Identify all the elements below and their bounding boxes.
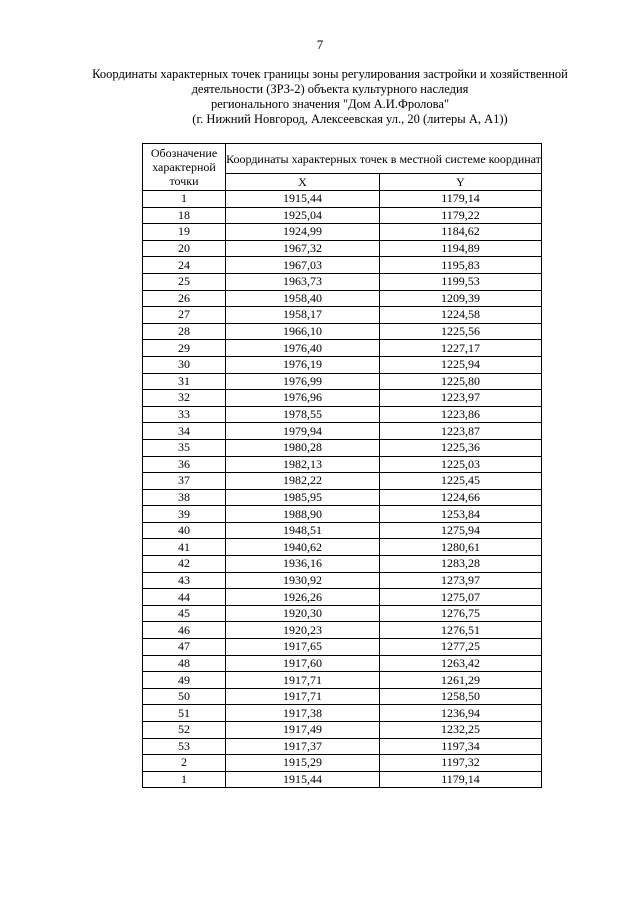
point-cell: 42 — [143, 556, 226, 573]
point-cell: 29 — [143, 340, 226, 357]
y-cell: 1197,34 — [380, 738, 542, 755]
table-row — [143, 489, 542, 506]
y-cell: 1223,97 — [380, 390, 542, 407]
y-cell: 1224,58 — [380, 307, 542, 324]
y-cell: 1280,61 — [380, 539, 542, 556]
point-cell: 33 — [143, 406, 226, 423]
point-cell: 28 — [143, 323, 226, 340]
x-cell: 1917,71 — [226, 688, 380, 705]
y-cell: 1195,83 — [380, 257, 542, 274]
point-cell: 26 — [143, 290, 226, 307]
point-cell: 18 — [143, 207, 226, 224]
point-cell: 37 — [143, 473, 226, 490]
x-cell: 1924,99 — [226, 224, 380, 241]
x-cell: 1920,30 — [226, 605, 380, 622]
x-cell: 1982,13 — [226, 456, 380, 473]
point-cell: 25 — [143, 273, 226, 290]
point-cell: 43 — [143, 572, 226, 589]
x-cell: 1976,19 — [226, 356, 380, 373]
y-cell: 1261,29 — [380, 672, 542, 689]
point-cell: 52 — [143, 722, 226, 739]
x-cell: 1988,90 — [226, 506, 380, 523]
x-cell: 1978,55 — [226, 406, 380, 423]
point-cell: 36 — [143, 456, 226, 473]
x-cell: 1976,40 — [226, 340, 380, 357]
y-cell: 1225,03 — [380, 456, 542, 473]
point-cell: 27 — [143, 307, 226, 324]
y-cell: 1179,14 — [380, 771, 542, 788]
table-row — [143, 755, 542, 772]
y-cell: 1275,94 — [380, 522, 542, 539]
header-y: Y — [380, 174, 542, 191]
table-body — [143, 191, 542, 788]
table-row — [143, 340, 542, 357]
point-cell: 19 — [143, 224, 226, 241]
table-row — [143, 722, 542, 739]
y-cell: 1225,45 — [380, 473, 542, 490]
table-row — [143, 522, 542, 539]
table-row — [143, 323, 542, 340]
y-cell: 1194,89 — [380, 240, 542, 257]
table-row — [143, 705, 542, 722]
table-row — [143, 639, 542, 656]
y-cell: 1225,94 — [380, 356, 542, 373]
point-cell: 24 — [143, 257, 226, 274]
title-line-1: Координаты характерных точек границы зоны регулирования застройки и хозяйственной — [92, 67, 568, 81]
x-cell: 1915,29 — [226, 755, 380, 772]
point-cell: 49 — [143, 672, 226, 689]
y-cell: 1258,50 — [380, 688, 542, 705]
x-cell: 1917,49 — [226, 722, 380, 739]
table-row — [143, 605, 542, 622]
point-cell: 2 — [143, 755, 226, 772]
table-row — [143, 771, 542, 788]
y-cell: 1253,84 — [380, 506, 542, 523]
y-cell: 1223,87 — [380, 423, 542, 440]
y-cell: 1209,39 — [380, 290, 542, 307]
title-line-2: деятельности (ЗРЗ-2) объекта культурного наследия — [191, 82, 469, 96]
x-cell: 1920,23 — [226, 622, 380, 639]
x-cell: 1925,04 — [226, 207, 380, 224]
y-cell: 1276,75 — [380, 605, 542, 622]
x-cell: 1958,40 — [226, 290, 380, 307]
table-row — [143, 439, 542, 456]
table-row — [143, 688, 542, 705]
x-cell: 1926,26 — [226, 589, 380, 606]
x-cell: 1917,37 — [226, 738, 380, 755]
table-row — [143, 373, 542, 390]
x-cell: 1958,17 — [226, 307, 380, 324]
table-row — [143, 290, 542, 307]
table-row — [143, 191, 542, 208]
y-cell: 1275,07 — [380, 589, 542, 606]
page-number: 7 — [316, 37, 324, 52]
y-cell: 1223,86 — [380, 406, 542, 423]
point-cell: 31 — [143, 373, 226, 390]
table-row — [143, 473, 542, 490]
header-point-designation: Обозначение характерной точки — [143, 144, 226, 191]
table-row — [143, 539, 542, 556]
y-cell: 1263,42 — [380, 655, 542, 672]
x-cell: 1917,38 — [226, 705, 380, 722]
point-cell: 30 — [143, 356, 226, 373]
x-cell: 1979,94 — [226, 423, 380, 440]
table-row — [143, 456, 542, 473]
title-line-3: регионального значения "Дом А.И.Фролова" — [210, 97, 450, 111]
point-cell: 53 — [143, 738, 226, 755]
y-cell: 1179,14 — [380, 191, 542, 208]
table-row — [143, 356, 542, 373]
y-cell: 1236,94 — [380, 705, 542, 722]
x-cell: 1917,65 — [226, 639, 380, 656]
table-row — [143, 589, 542, 606]
point-cell: 38 — [143, 489, 226, 506]
table-row — [143, 622, 542, 639]
y-cell: 1225,36 — [380, 439, 542, 456]
y-cell: 1273,97 — [380, 572, 542, 589]
table-row — [143, 556, 542, 573]
point-cell: 50 — [143, 688, 226, 705]
table-row — [143, 207, 542, 224]
point-cell: 35 — [143, 439, 226, 456]
point-cell: 32 — [143, 390, 226, 407]
x-cell: 1985,95 — [226, 489, 380, 506]
x-cell: 1966,10 — [226, 323, 380, 340]
point-cell: 1 — [143, 771, 226, 788]
x-cell: 1976,96 — [226, 390, 380, 407]
point-cell: 34 — [143, 423, 226, 440]
x-cell: 1967,32 — [226, 240, 380, 257]
table-row — [143, 240, 542, 257]
table-row — [143, 572, 542, 589]
x-cell: 1940,62 — [226, 539, 380, 556]
x-cell: 1976,99 — [226, 373, 380, 390]
x-cell: 1982,22 — [226, 473, 380, 490]
point-cell: 47 — [143, 639, 226, 656]
y-cell: 1225,80 — [380, 373, 542, 390]
point-cell: 1 — [143, 191, 226, 208]
x-cell: 1930,92 — [226, 572, 380, 589]
x-cell: 1915,44 — [226, 771, 380, 788]
point-cell: 51 — [143, 705, 226, 722]
header-x: X — [226, 174, 380, 191]
table-row — [143, 738, 542, 755]
header-coordinates: Координаты характерных точек в местной системе координат — [226, 144, 542, 174]
point-cell: 39 — [143, 506, 226, 523]
table-row — [143, 406, 542, 423]
y-cell: 1179,22 — [380, 207, 542, 224]
point-cell: 41 — [143, 539, 226, 556]
x-cell: 1936,16 — [226, 556, 380, 573]
x-cell: 1917,60 — [226, 655, 380, 672]
y-cell: 1197,32 — [380, 755, 542, 772]
x-cell: 1963,73 — [226, 273, 380, 290]
table-row — [143, 655, 542, 672]
point-cell: 46 — [143, 622, 226, 639]
table-row — [143, 390, 542, 407]
x-cell: 1980,28 — [226, 439, 380, 456]
table-row — [143, 273, 542, 290]
y-cell: 1184,62 — [380, 224, 542, 241]
y-cell: 1227,17 — [380, 340, 542, 357]
point-cell: 40 — [143, 522, 226, 539]
y-cell: 1276,51 — [380, 622, 542, 639]
table-row — [143, 672, 542, 689]
x-cell: 1915,44 — [226, 191, 380, 208]
x-cell: 1948,51 — [226, 522, 380, 539]
document-title — [70, 67, 590, 127]
table-row — [143, 423, 542, 440]
y-cell: 1277,25 — [380, 639, 542, 656]
point-cell: 20 — [143, 240, 226, 257]
y-cell: 1224,66 — [380, 489, 542, 506]
y-cell: 1232,25 — [380, 722, 542, 739]
title-line-4: (г. Нижний Новгород, Алексеевская ул., 20 (литеры А, А1)) — [192, 112, 508, 126]
y-cell: 1199,53 — [380, 273, 542, 290]
y-cell: 1283,28 — [380, 556, 542, 573]
table-row — [143, 506, 542, 523]
x-cell: 1917,71 — [226, 672, 380, 689]
y-cell: 1225,56 — [380, 323, 542, 340]
point-cell: 44 — [143, 589, 226, 606]
table-row — [143, 224, 542, 241]
point-cell: 48 — [143, 655, 226, 672]
table-row — [143, 307, 542, 324]
point-cell: 45 — [143, 605, 226, 622]
coordinates-table — [142, 143, 542, 788]
table-row — [143, 257, 542, 274]
x-cell: 1967,03 — [226, 257, 380, 274]
